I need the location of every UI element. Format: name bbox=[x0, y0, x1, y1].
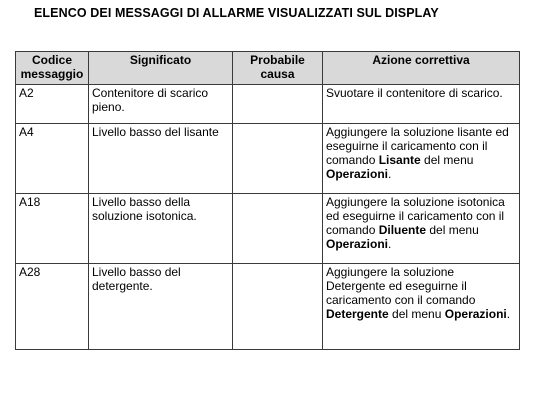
action-text: del menu bbox=[426, 223, 479, 237]
header-code-line2: messaggio bbox=[20, 67, 84, 81]
cell-action bbox=[323, 124, 520, 194]
action-keyword-menu: Operazioni bbox=[444, 307, 507, 321]
action-keyword-menu: Operazioni bbox=[326, 237, 389, 251]
cell-cause bbox=[233, 264, 323, 350]
cell-action bbox=[323, 85, 520, 124]
cell-code: A2 bbox=[16, 85, 89, 124]
action-text: . bbox=[388, 167, 392, 181]
header-cause-line2: causa bbox=[260, 67, 295, 81]
header-code bbox=[16, 52, 89, 85]
header-meaning: Significato bbox=[89, 52, 233, 85]
alarm-messages-table bbox=[15, 51, 520, 350]
cell-cause bbox=[233, 194, 323, 264]
action-text: del menu bbox=[420, 153, 474, 167]
action-text: Aggiungere la soluzione lisante ed eseguirne il caricamento con il comando bbox=[326, 125, 509, 167]
table-row bbox=[16, 85, 520, 124]
cell-code: A4 bbox=[16, 124, 89, 194]
action-text: . bbox=[388, 237, 392, 251]
action-text: . bbox=[506, 307, 511, 321]
cell-code: A18 bbox=[16, 194, 89, 264]
action-text: Aggiungere la soluzione isotonica ed eseguirne il caricamento con il comando bbox=[326, 195, 505, 237]
cell-action bbox=[323, 194, 520, 264]
action-keyword-command: Lisante bbox=[378, 153, 421, 167]
cell-meaning: Contenitore di scarico pieno. bbox=[89, 85, 233, 124]
cell-meaning: Livello basso della soluzione isotonica. bbox=[89, 194, 233, 264]
cell-cause bbox=[233, 124, 323, 194]
table-row bbox=[16, 264, 520, 350]
table-header-row bbox=[16, 52, 520, 85]
action-text: del menu bbox=[388, 307, 445, 321]
cell-cause bbox=[233, 85, 323, 124]
cell-meaning: Livello basso del lisante bbox=[89, 124, 233, 194]
cell-action bbox=[323, 264, 520, 350]
action-text: Aggiungere la soluzione Detergente ed eseguirne il caricamento con il comando bbox=[326, 265, 476, 307]
action-keyword-menu: Operazioni bbox=[326, 167, 389, 181]
header-code-line1: Codice bbox=[31, 53, 72, 67]
table-row bbox=[16, 194, 520, 264]
header-cause-line1: Probabile bbox=[250, 53, 305, 67]
action-keyword-command: Detergente bbox=[326, 307, 389, 321]
cell-meaning: Livello basso del detergente. bbox=[89, 264, 233, 350]
header-action: Azione correttiva bbox=[323, 52, 520, 85]
header-cause bbox=[233, 52, 323, 85]
cell-code: A28 bbox=[16, 264, 89, 350]
action-text: Svuotare il contenitore di scarico. bbox=[326, 86, 503, 100]
document-title: ELENCO DEI MESSAGGI DI ALLARME VISUALIZZATI SUL DISPLAY bbox=[34, 6, 439, 20]
action-keyword-command: Diluente bbox=[378, 223, 427, 237]
table-row bbox=[16, 124, 520, 194]
